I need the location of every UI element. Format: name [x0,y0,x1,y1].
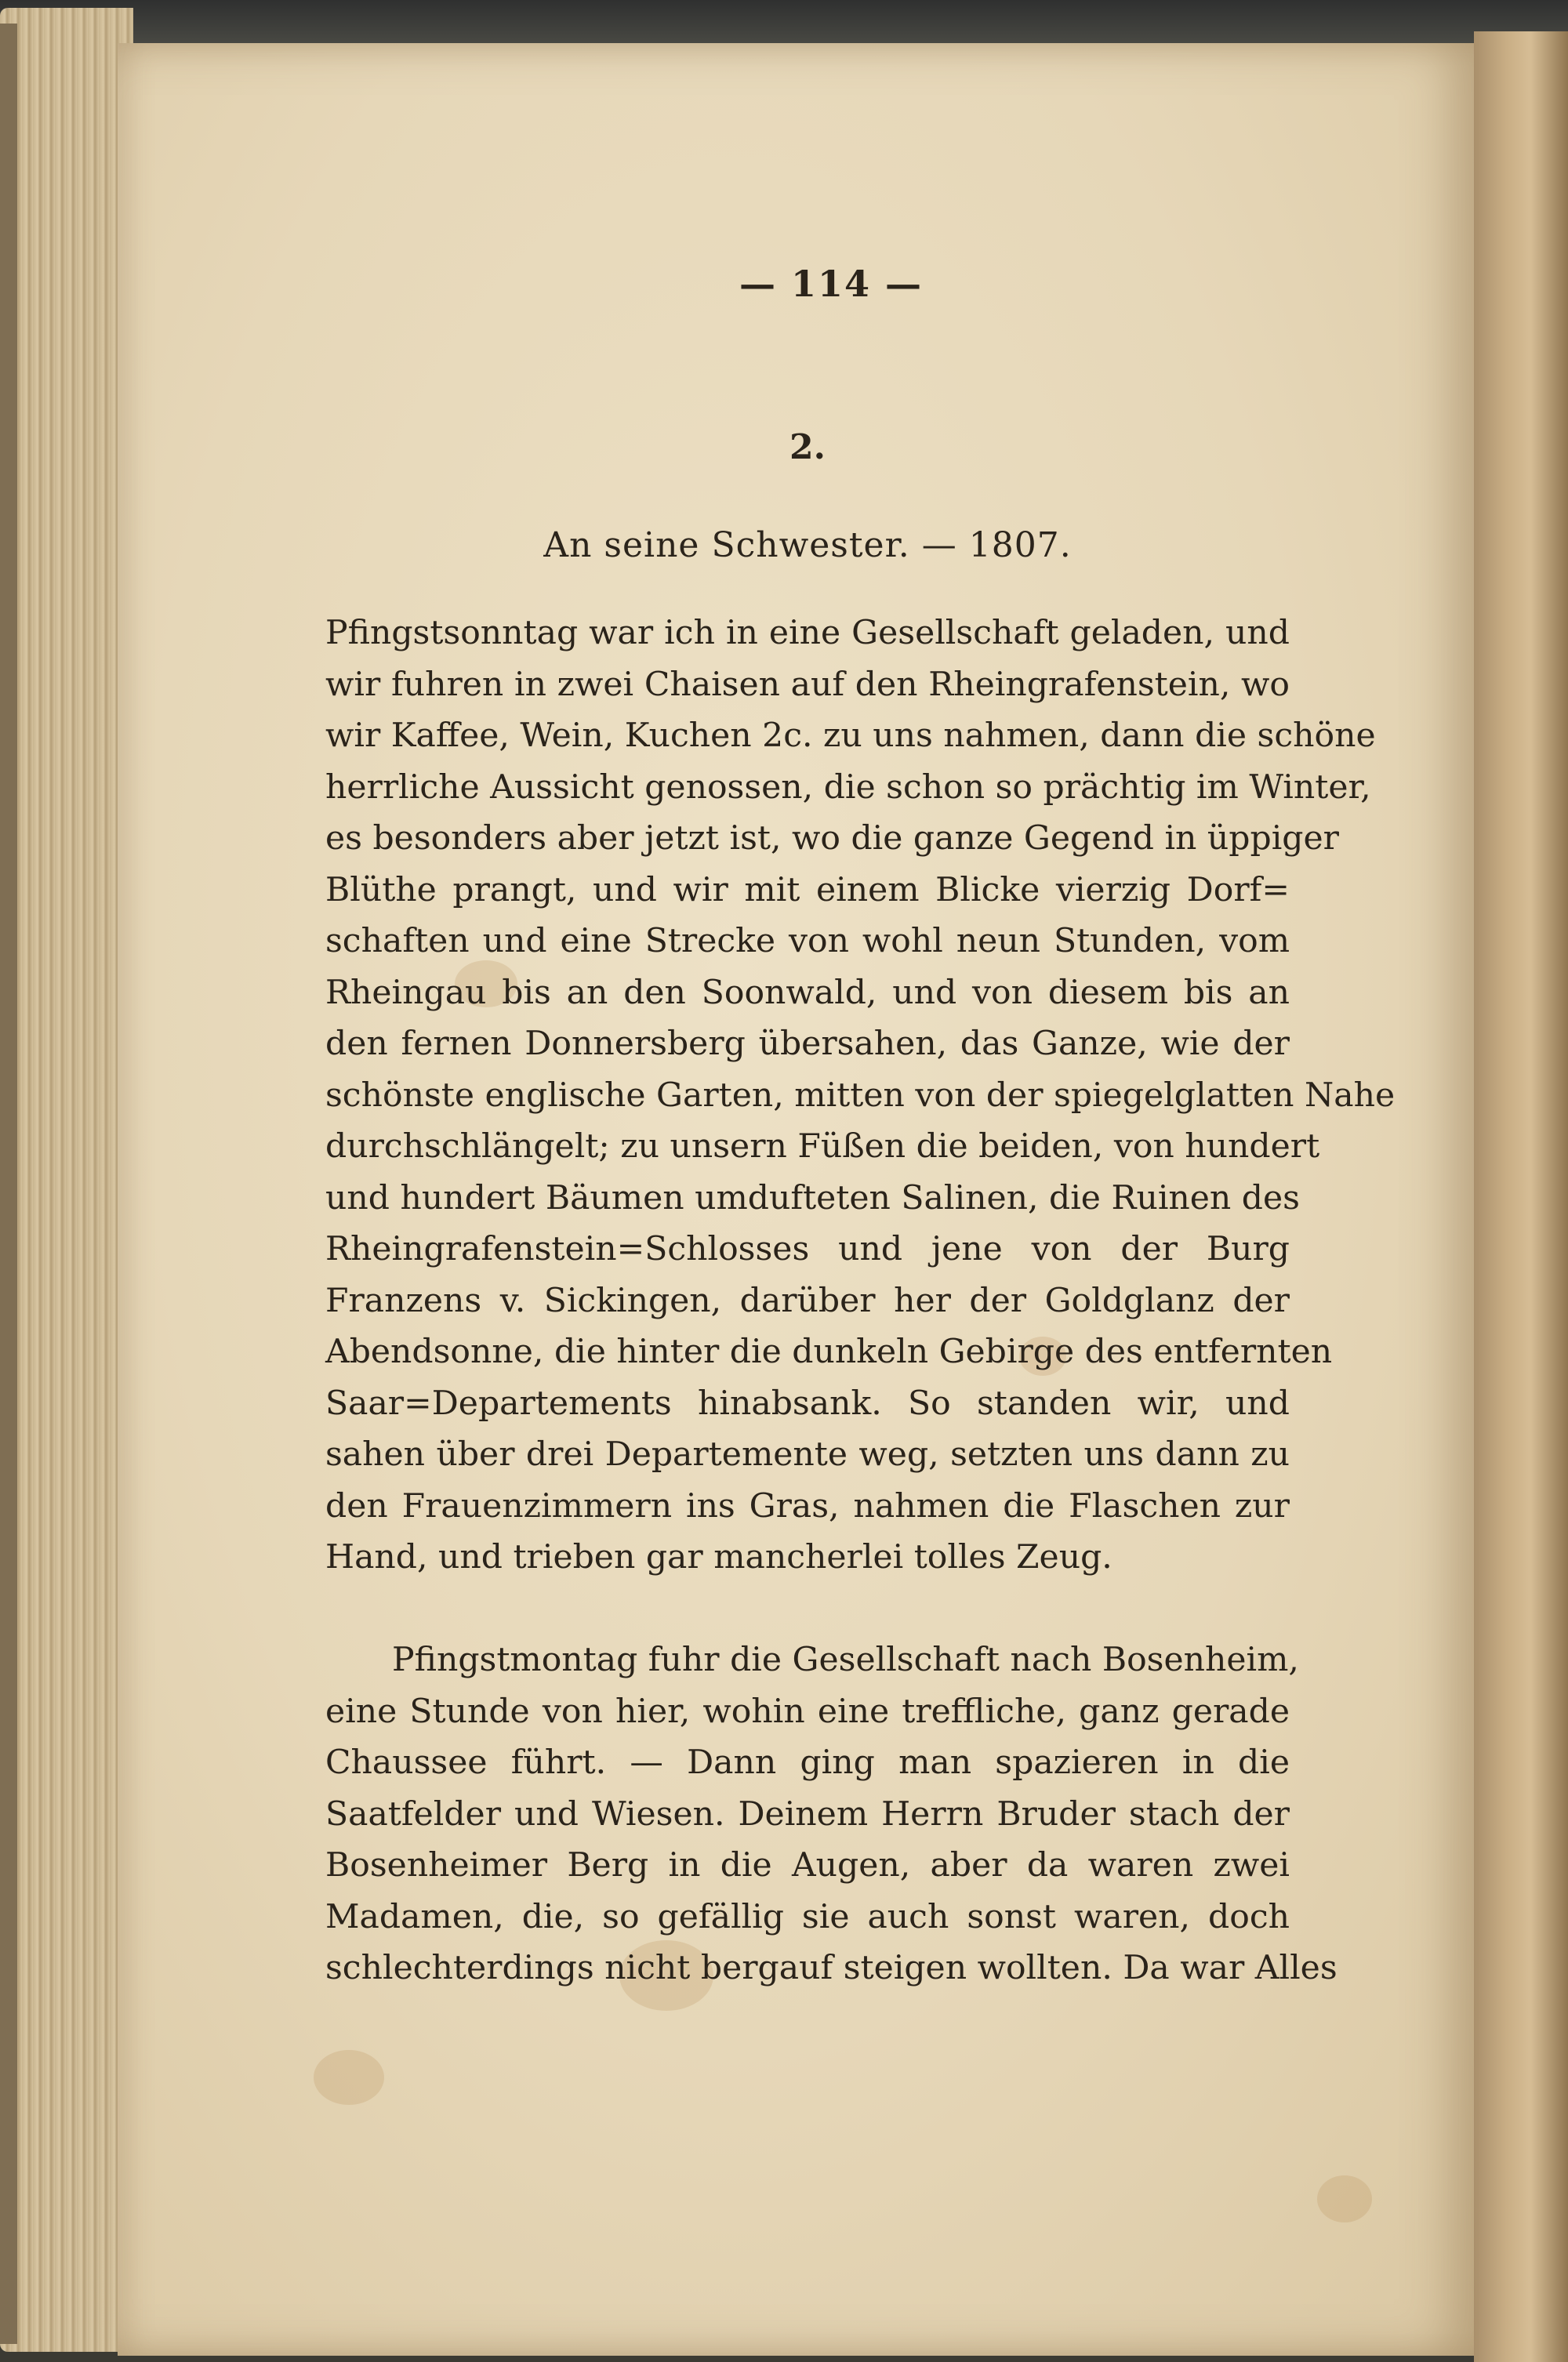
page-number: — 114 — [739,263,924,305]
text-line: und hundert Bäumen umdufteten Salinen, die Ruinen des [325,1178,1300,1217]
section-number: 2. [789,427,826,467]
section-title: An seine Schwester. — 1807. [543,525,1072,565]
text-line: schlechterdings nicht bergauf steigen wollten. Da war Alles [325,1949,1338,1987]
page-edges [0,8,133,2352]
text-line: wir fuhren in zwei Chaisen auf den Rheingrafenstein, wo [325,665,1290,704]
text-line: Bosenheimer Berg in die Augen, aber da waren zwei [325,1846,1290,1885]
text-line: sahen über drei Departemente weg, setzten uns dann zu [325,1435,1290,1474]
book-cover-edge [0,0,1568,47]
text-line: Blüthe prangt, und wir mit einem Blicke vierzig Dorf= [325,870,1290,909]
text-line: es besonders aber jetzt ist, wo die ganze Gegend in üppiger [325,819,1339,858]
text-line: wir Kaffee, Wein, Kuchen 2c. zu uns nahmen, dann die schöne [325,717,1376,755]
text-line: Saar=Departements hinabsank. So standen wir, und [325,1384,1290,1423]
text-line: herrliche Aussicht genossen, die schon so prächtig im Winter, [325,767,1371,807]
text-line: Chaussee führt. — Dann ging man spazieren in die [325,1743,1290,1782]
paragraph-1 [325,608,1396,1584]
text-line: Rheingrafenstein=Schlosses und jene von der Burg [325,1230,1290,1268]
text-line: Abendsonne, die hinter die dunkeln Gebirge des entfernten [325,1333,1333,1371]
paragraph-2 [325,1635,1338,1994]
paper-stain [314,2050,384,2105]
text-line: Franzens v. Sickingen, darüber her der Goldglanz der [325,1281,1290,1320]
text-line: durchschlängelt; zu unsern Füßen die beiden, von hundert [325,1127,1320,1166]
text-line: Pfingstsonntag war ich in eine Gesellschaft geladen, und [325,614,1290,652]
book-board [0,24,17,2344]
text-line: schaften und eine Strecke von wohl neun Stunden, vom [325,922,1290,960]
text-line: eine Stunde von hier, wohin eine treffliche, ganz gerade [325,1692,1290,1731]
text-line: den Frauenzimmern ins Gras, nahmen die Flaschen zur [325,1486,1290,1526]
text-line: den fernen Donnersberg übersahen, das Ganze, wie der [325,1025,1290,1063]
text-line: Pfingstmontag fuhr die Gesellschaft nach Bosenheim, [392,1641,1299,1679]
text-line: Saatfelder und Wiesen. Deinem Herrn Bruder stach der [325,1794,1290,1834]
text-line: Rheingau bis an den Soonwald, und von diesem bis an [325,973,1290,1012]
text-line: Madamen, die, so gefällig sie auch sonst waren, doch [325,1897,1290,1936]
paper-stain [1317,2175,1372,2222]
text-line: Hand, und trieben gar mancherlei tolles Zeug. [325,1538,1112,1576]
text-line: schönste englische Garten, mitten von der spiegelglatten Nahe [325,1076,1396,1115]
book-gutter [1474,31,1568,2362]
